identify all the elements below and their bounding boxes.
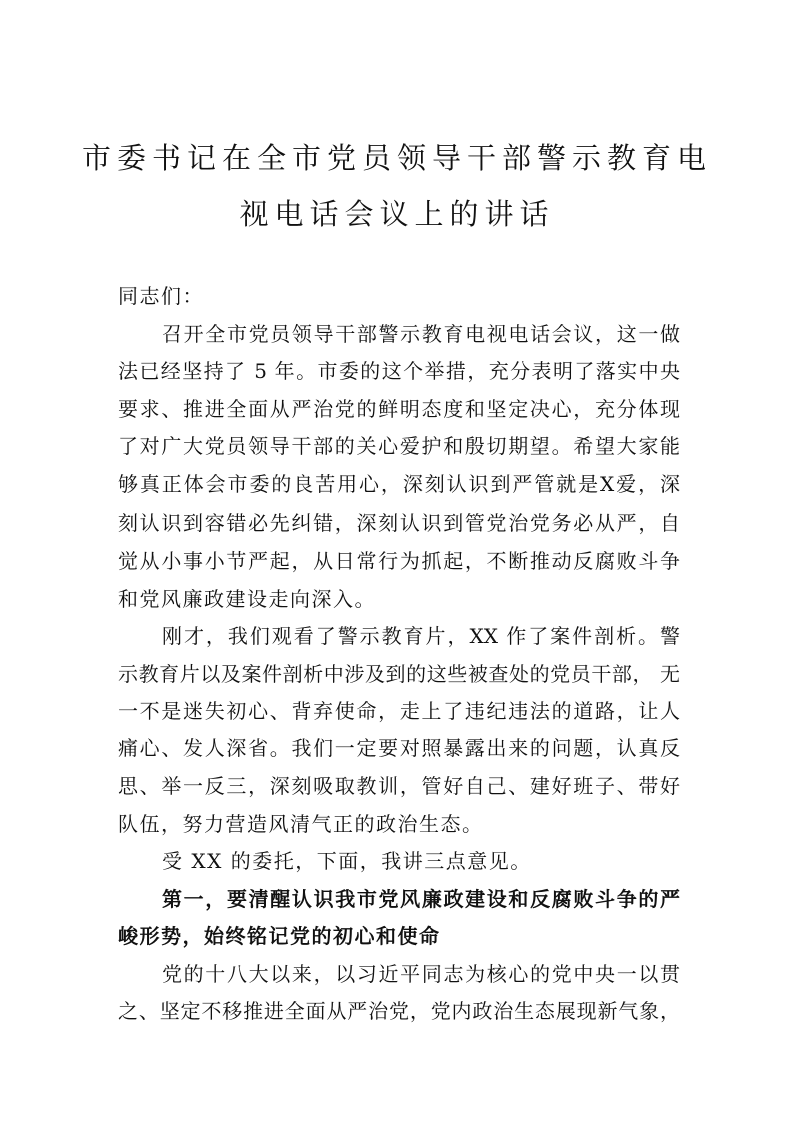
paragraph-line: 队伍，努力营造风清气正的政治生态。 [118,812,484,836]
paragraph-line: 了对广大党员领导干部的关心爱护和殷切期望。希望大家能 [118,434,680,458]
paragraph-line: 刚才，我们观看了警示教育片，XX 作了案件剖析。警 [162,624,680,648]
paragraph-line: 痛心、发人深省。我们一定要对照暴露出来的问题，认真反 [118,736,680,760]
paragraph-line: 法已经坚持了 5 年。市委的这个举措，充分表明了落实中央 [118,359,680,383]
paragraph-line: 和党风廉政建设走向深入。 [118,587,376,611]
paragraph-line: 受 XX 的委托，下面，我讲三点意见。 [162,849,532,873]
paragraph-line: 一不是迷失初心、背弃使命，走上了违纪违法的道路，让人 [118,699,680,723]
paragraph-line: 够真正体会市委的良苦用心，深刻认识到严管就是X爱，深 [118,472,680,496]
document-title-line-2: 视电话会议上的讲话 [239,197,555,231]
document-title-line-1: 市委书记在全市党员领导干部警示教育电 [81,141,712,175]
section-heading-line: 峻形势，始终铭记党的初心和使命 [118,924,441,948]
paragraph-line: 思、举一反三，深刻吸取教训，管好自己、建好班子、带好 [118,774,680,798]
section-heading-line: 第一，要清醒认识我市党风廉政建设和反腐败斗争的严 [162,887,680,911]
paragraph-line: 召开全市党员领导干部警示教育电视电话会议，这一做 [162,322,680,346]
paragraph-line: 刻认识到容错必先纠错，深刻认识到管党治党务必从严，自 [118,511,680,535]
paragraph-line: 党的十八大以来，以习近平同志为核心的党中央一以贯 [162,962,680,986]
paragraph-line: 要求、推进全面从严治党的鲜明态度和坚定决心，充分体现 [118,397,680,421]
paragraph-line: 之、坚定不移推进全面从严治党，党内政治生态展现新气象， [118,999,680,1023]
greeting: 同志们： [118,284,204,308]
paragraph-line: 示教育片以及案件剖析中涉及到的这些被查处的党员干部， 无 [118,662,680,686]
paragraph-line: 觉从小事小节严起，从日常行为抓起，不断推动反腐败斗争 [118,549,680,573]
